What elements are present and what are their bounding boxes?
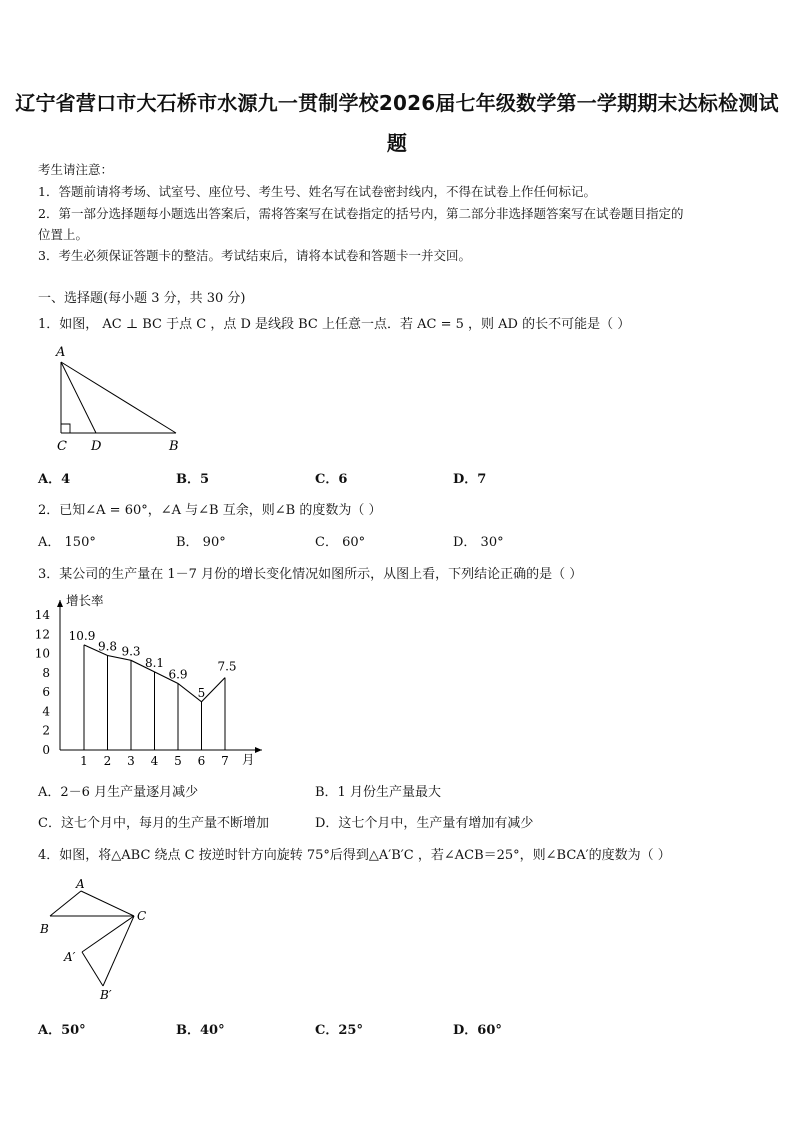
question-3-option-d: D．这七个月中，生产量有增加有减少 [315,816,534,831]
question-3-chart [30,590,275,772]
question-1-option-b: B．5 [176,472,210,487]
notice-item-1: 1．答题前请将考场、试室号、座位号、考生号、姓名写在试卷密封线内，不得在试卷上作任何标记。 [38,184,596,199]
question-3-option-a: A．2－6 月生产量逐月减少 [38,785,199,800]
question-2-option-d: D． 30° [453,535,504,550]
label-c: C [137,909,147,923]
chart-y-axis-arrow [57,600,63,607]
page-title-continued: 题 [386,131,408,155]
chart-data-label: 8.1 [144,655,165,670]
chart-data-label: 6.9 [168,667,188,682]
label-c: C [57,439,67,454]
chart-y-tick-label: 2 [42,723,50,738]
chart-y-tick-label: 4 [42,704,50,719]
section-heading: 一、选择题(每小题 3 分，共 30 分) [38,291,246,306]
chart-x-axis-label: 月 [242,752,255,767]
label-a: A [56,345,66,360]
question-4-text: 4．如图，将△ABC 绕点 C 按逆时针方向旋转 75°后得到△A′B′C ，若∠ACB＝25°，则∠BCA′的度数为（ ） [38,848,671,863]
chart-data-label: 9.8 [97,639,118,654]
label-a-prime: A′ [64,950,76,964]
label-b-prime: B′ [100,988,112,1002]
chart-x-tick-label: 6 [197,754,206,768]
question-1-figure [48,342,188,454]
chart-x-tick-label: 4 [150,754,159,768]
question-4-option-a: A．50° [38,1023,86,1038]
question-4-option-d: D．60° [453,1023,502,1038]
chart-x-tick-label: 1 [80,754,88,768]
question-3-text: 3．某公司的生产量在 1－7 月份的增长变化情况如图所示，从图上看，下列结论正确的是（ ） [38,567,583,582]
question-3-option-c: C．这七个月中，每月的生产量不断增加 [38,816,269,831]
label-d: D [91,439,102,454]
chart-y-tick-label: 8 [42,665,50,680]
question-4-option-c: C．25° [315,1023,363,1038]
chart-y-tick-label: 12 [34,627,50,642]
segment-a1b1 [82,952,103,986]
segment-ac [81,891,134,916]
label-a: A [76,877,85,891]
chart-x-tick-label: 5 [174,754,182,768]
notice-heading: 考生请注意： [38,162,114,177]
question-2-option-a: A． 150° [38,535,96,550]
label-b: B [40,922,49,936]
question-4-figure [36,874,156,1004]
question-4-option-b: B．40° [176,1023,225,1038]
chart-x-tick-label: 2 [103,754,112,768]
question-2-text: 2．已知∠A = 60°，∠A 与∠B 互余，则∠B 的度数为（ ） [38,503,382,518]
chart-marks [69,629,237,750]
chart-y-tick-label: 0 [42,743,50,757]
question-1-option-c: C．6 [315,472,348,487]
question-2-option-c: C． 60° [315,535,366,550]
chart-x-tick-label: 7 [221,754,229,768]
chart-data-label: 10.9 [68,628,96,643]
segment-ab [50,891,81,916]
question-1-option-d: D．7 [453,472,487,487]
chart-y-axis-label: 增长率 [66,593,104,608]
chart-data-label: 7.5 [217,659,237,674]
question-2-option-b: B． 90° [176,535,226,550]
chart-x-axis-arrow [255,747,262,753]
notice-item-3: 3．考生必须保证答题卡的整洁。考试结束后，请将本试卷和答题卡一并交回。 [38,248,471,263]
notice-item-2: 2．第一部分选择题每小题选出答案后，需将答案写在试卷指定的括号内，第二部分非选择题答案写在试卷题目指定的 [38,206,684,221]
page-title: 辽宁省营口市大石桥市水源九一贯制学校2026届七年级数学第一学期期末达标检测试 [15,91,779,115]
label-b: B [169,439,179,454]
question-1-option-a: A．4 [38,472,71,487]
chart-axes [35,600,262,768]
chart-x-tick-label: 3 [127,754,135,768]
chart-y-tick-label: 14 [34,608,50,622]
chart-data-label: 9.3 [121,644,141,659]
chart-data-label: 5 [197,685,206,700]
chart-y-tick-label: 10 [34,646,50,661]
notice-item-2-continued: 位置上。 [38,227,89,242]
right-angle-mark [61,424,70,433]
question-1-text: 1．如图， AC ⊥ BC 于点 C ，点 D 是线段 BC 上任意一点．若 AC = 5 ，则 AD 的长不可能是（ ） [38,317,631,332]
chart-y-tick-label: 6 [42,685,50,700]
question-3-option-b: B．1 月份生产量最大 [315,785,441,800]
